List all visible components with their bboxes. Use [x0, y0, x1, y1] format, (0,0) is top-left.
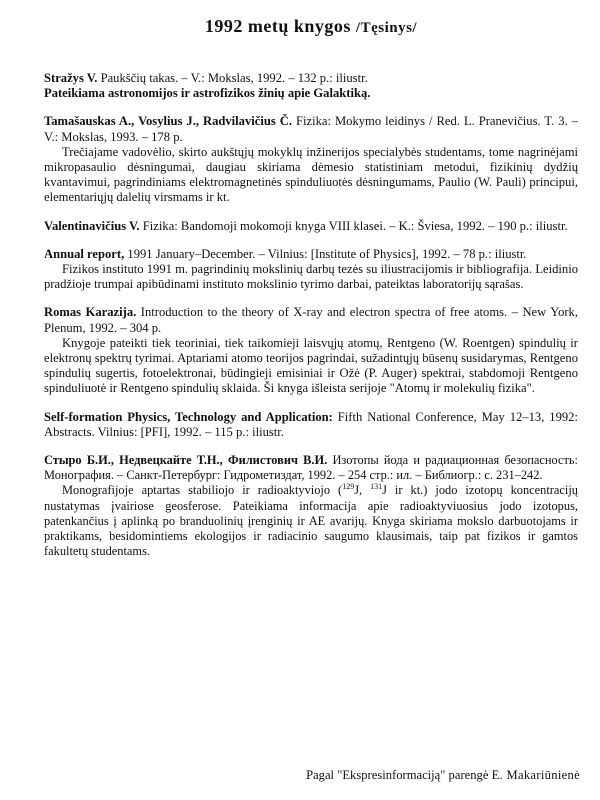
entry-description: Knygoje pateikti tiek teoriniai, tiek taikomieji laisvųjų atomų, Rentgeno (W. Roentgen) spindulių ir elektronų spektrų tyrimai. Aptariami atomo teorijos pagrindai, sužadintųjų būsenų susidarymas, Rentgeno spindulių sugertis, fotoelektronai, būdingieji emisiniai ir Ožė (P. Auger) spektrai, stabdomoji Rentgeno spinduliuotė ir Rentgeno spindulių sklaida. Ši knyga išleista serijoje "Atomų ir molekulių fizika".	[44, 335, 578, 396]
entry-description: Pateikiama astronomijos ir astrofizikos žinių apie Galaktiką.	[44, 86, 371, 101]
entry-citation-text: 1991 January–December. – Vilnius: [Institute of Physics], 1992. – 78 p.: iliustr.	[124, 246, 527, 261]
book-entry-1	[44, 71, 578, 101]
entry-author: Romas Karazija.	[44, 305, 137, 320]
entry-citation	[44, 247, 578, 262]
book-entry-3	[44, 219, 578, 234]
entry-citation-text: Fifth National Conference, May 12–13, 1992: Abstracts. Vilnius: [PFI], 1992. – 115 p.: iliustr.	[44, 409, 578, 439]
entry-citation-text: Paukščių takas. – V.: Mokslas, 1992. – 132 p.: iliustr.	[97, 71, 368, 85]
entry-citation-text: Fizika: Bandomoji mokomoji knyga VIII klasei. – K.: Šviesa, 1992. – 190 p.: iliustr.	[139, 218, 568, 233]
entry-citation	[44, 219, 578, 234]
book-entry-2	[44, 114, 578, 205]
entry-citation-text: Introduction to the theory of X-ray and electron spectra of free atoms. – New York, Plenum, 1992. – 304 p.	[44, 305, 579, 335]
book-entry-6	[44, 410, 578, 440]
credit-prefix: Pagal "Ekspresinformaciją" parengė	[306, 768, 492, 782]
description-part: jodo izotopų koncentracijų nustatymas įvairiose geosferose. Pateikiama informacija apie radioaktyviuosius jodo izotopus, patenkančius į aplinką po branduolinių įrenginių ir AE avarijų. Knyga skiriama mokslo darbuotojams ir praktikams, besidomintiems ekologijos ir radiacinio saugumo klausimais, taip pat fizikos ir gamtos fakultetų studentams.	[44, 483, 578, 559]
entry-author: Stražys V.	[44, 71, 98, 85]
entry-citation-text: Fizika: Mokymo leidinys / Red. L. Pranevičius. T. 3. – V.: Mokslas, 1993. – 178 p.	[44, 114, 579, 144]
entry-citation	[44, 114, 578, 144]
description-part: Monografijoje aptartas stabiliojo ir radioaktyviojo (	[62, 483, 343, 498]
isotope-mass-131: 131	[370, 482, 383, 492]
isotope-symbol: J ir kt.)	[382, 483, 428, 498]
book-entry-5	[44, 305, 578, 396]
book-entry-7	[44, 453, 578, 559]
entry-citation	[44, 305, 578, 335]
entry-citation-text: Изотопы йода и радиационная безопасность: Монография. – Санкт-Петербург: Гидрометиздат, 1992. – 254 стр.: ил. – Библиогр.: с. 231–242.	[44, 453, 578, 483]
entry-author: Tamašauskas A., Vosylius J., Radvilavičius Č.	[44, 114, 292, 129]
continued-label: /Tęsinys/	[355, 20, 418, 36]
entry-citation	[44, 71, 578, 86]
compiler-credit	[0, 768, 580, 783]
entry-author: Annual report,	[44, 246, 125, 261]
isotope-mass-129: 129	[342, 482, 355, 492]
entry-description: Fizikos instituto 1991 m. pagrindinių mokslinių darbų tezės su iliustracijomis ir bibliografija. Leidinio pradžioje trumpai apibūdinami instituto mokslinio tyrimo darbai, pateiktas laboratorijų sąrašas.	[44, 262, 578, 292]
entry-description: Trečiajame vadovėlio, skirto aukštųjų mokyklų inžinerijos specialybės studentams, tome nagrinėjami mikropasaulio dėsningumai, daugiau skiriama dėmesio statistiniam metodui, fizikinių dydžių kvantavimui, pagrindiniams elektromagnetinės spinduliuotės dėsningumams, Paulio (W. Pauli) principui, elementariųjų dalelių virsmams ir kt.	[44, 144, 578, 205]
entry-description	[44, 483, 578, 559]
entry-author: Стыро Б.И., Недвецкайте Т.Н., Филистович В.И.	[44, 453, 328, 468]
compiler-name: E. Makariūnienė	[491, 768, 580, 782]
entry-citation	[44, 410, 578, 440]
book-entry-4	[44, 247, 578, 293]
isotope-symbol: J,	[354, 483, 371, 498]
entry-author: Self-formation Physics, Technology and Application:	[44, 409, 333, 424]
entry-author: Valentinavičius V.	[44, 218, 140, 233]
entry-citation	[44, 453, 578, 483]
title-text: 1992 metų knygos	[204, 16, 351, 36]
page-title	[44, 16, 578, 37]
